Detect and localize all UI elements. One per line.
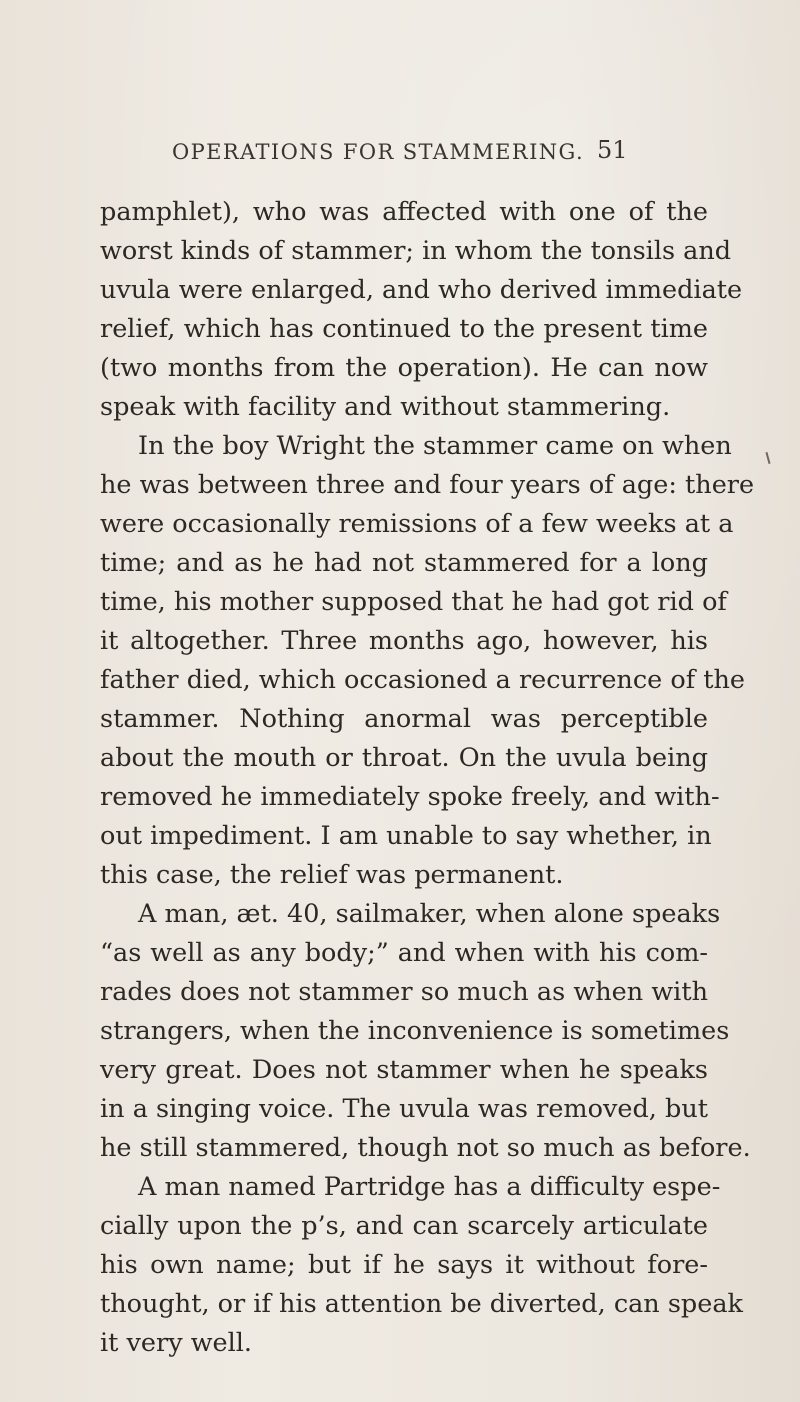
text-line: strangers, when the inconvenience is sometimes bbox=[100, 1016, 730, 1046]
text-line: out impediment. I am unable to say whether, in bbox=[100, 821, 712, 851]
text-line: speak with facility and without stammering. bbox=[100, 392, 671, 422]
text-line: stammer. Nothing anormal was perceptible bbox=[100, 704, 708, 734]
text-line: (two months from the operation). He can now bbox=[100, 353, 708, 383]
text-line: cially upon the p’s, and can scarcely articulate bbox=[100, 1211, 708, 1241]
text-line: it very well. bbox=[100, 1328, 253, 1358]
text-line: father died, which occasioned a recurrence of the bbox=[100, 665, 745, 695]
running-head: OPERATIONS FOR STAMMERING. bbox=[172, 140, 585, 164]
text-line: it altogether. Three months ago, however, his bbox=[100, 626, 708, 656]
text-line: very great. Does not stammer when he speaks bbox=[100, 1055, 708, 1085]
text-line: about the mouth or throat. On the uvula being bbox=[100, 743, 708, 773]
text-line: time; and as he had not stammered for a long bbox=[100, 548, 708, 578]
text-line: In the boy Wright the stammer came on when bbox=[138, 431, 732, 461]
text-line: he was between three and four years of age: there bbox=[100, 470, 755, 500]
body-text bbox=[100, 193, 755, 1363]
text-line: in a singing voice. The uvula was removed, but bbox=[100, 1094, 708, 1124]
text-line: pamphlet), who was affected with one of the bbox=[100, 197, 708, 227]
text-line: A man named Partridge has a difficulty espe- bbox=[138, 1172, 721, 1202]
text-line: worst kinds of stammer; in whom the tonsils and bbox=[100, 236, 732, 266]
text-line: removed he immediately spoke freely, and with- bbox=[100, 782, 720, 812]
text-line: relief, which has continued to the present time bbox=[100, 314, 708, 344]
text-line: “as well as any body;” and when with his com- bbox=[100, 938, 708, 968]
text-line: he still stammered, though not so much as before. bbox=[100, 1133, 751, 1163]
text-line: thought, or if his attention be diverted, can speak bbox=[100, 1289, 743, 1319]
page-number: 51 bbox=[597, 136, 628, 164]
text-line: his own name; but if he says it without fore- bbox=[100, 1250, 708, 1280]
text-line: this case, the relief was permanent. bbox=[100, 860, 564, 890]
text-line: A man, æt. 40, sailmaker, when alone speaks bbox=[138, 899, 721, 929]
text-line: were occasionally remissions of a few weeks at a bbox=[100, 509, 734, 539]
text-line: rades does not stammer so much as when with bbox=[100, 977, 708, 1007]
margin-mark bbox=[765, 452, 770, 464]
text-line: time, his mother supposed that he had got rid of bbox=[100, 587, 727, 617]
text-line: uvula were enlarged, and who derived immediate bbox=[100, 275, 743, 305]
